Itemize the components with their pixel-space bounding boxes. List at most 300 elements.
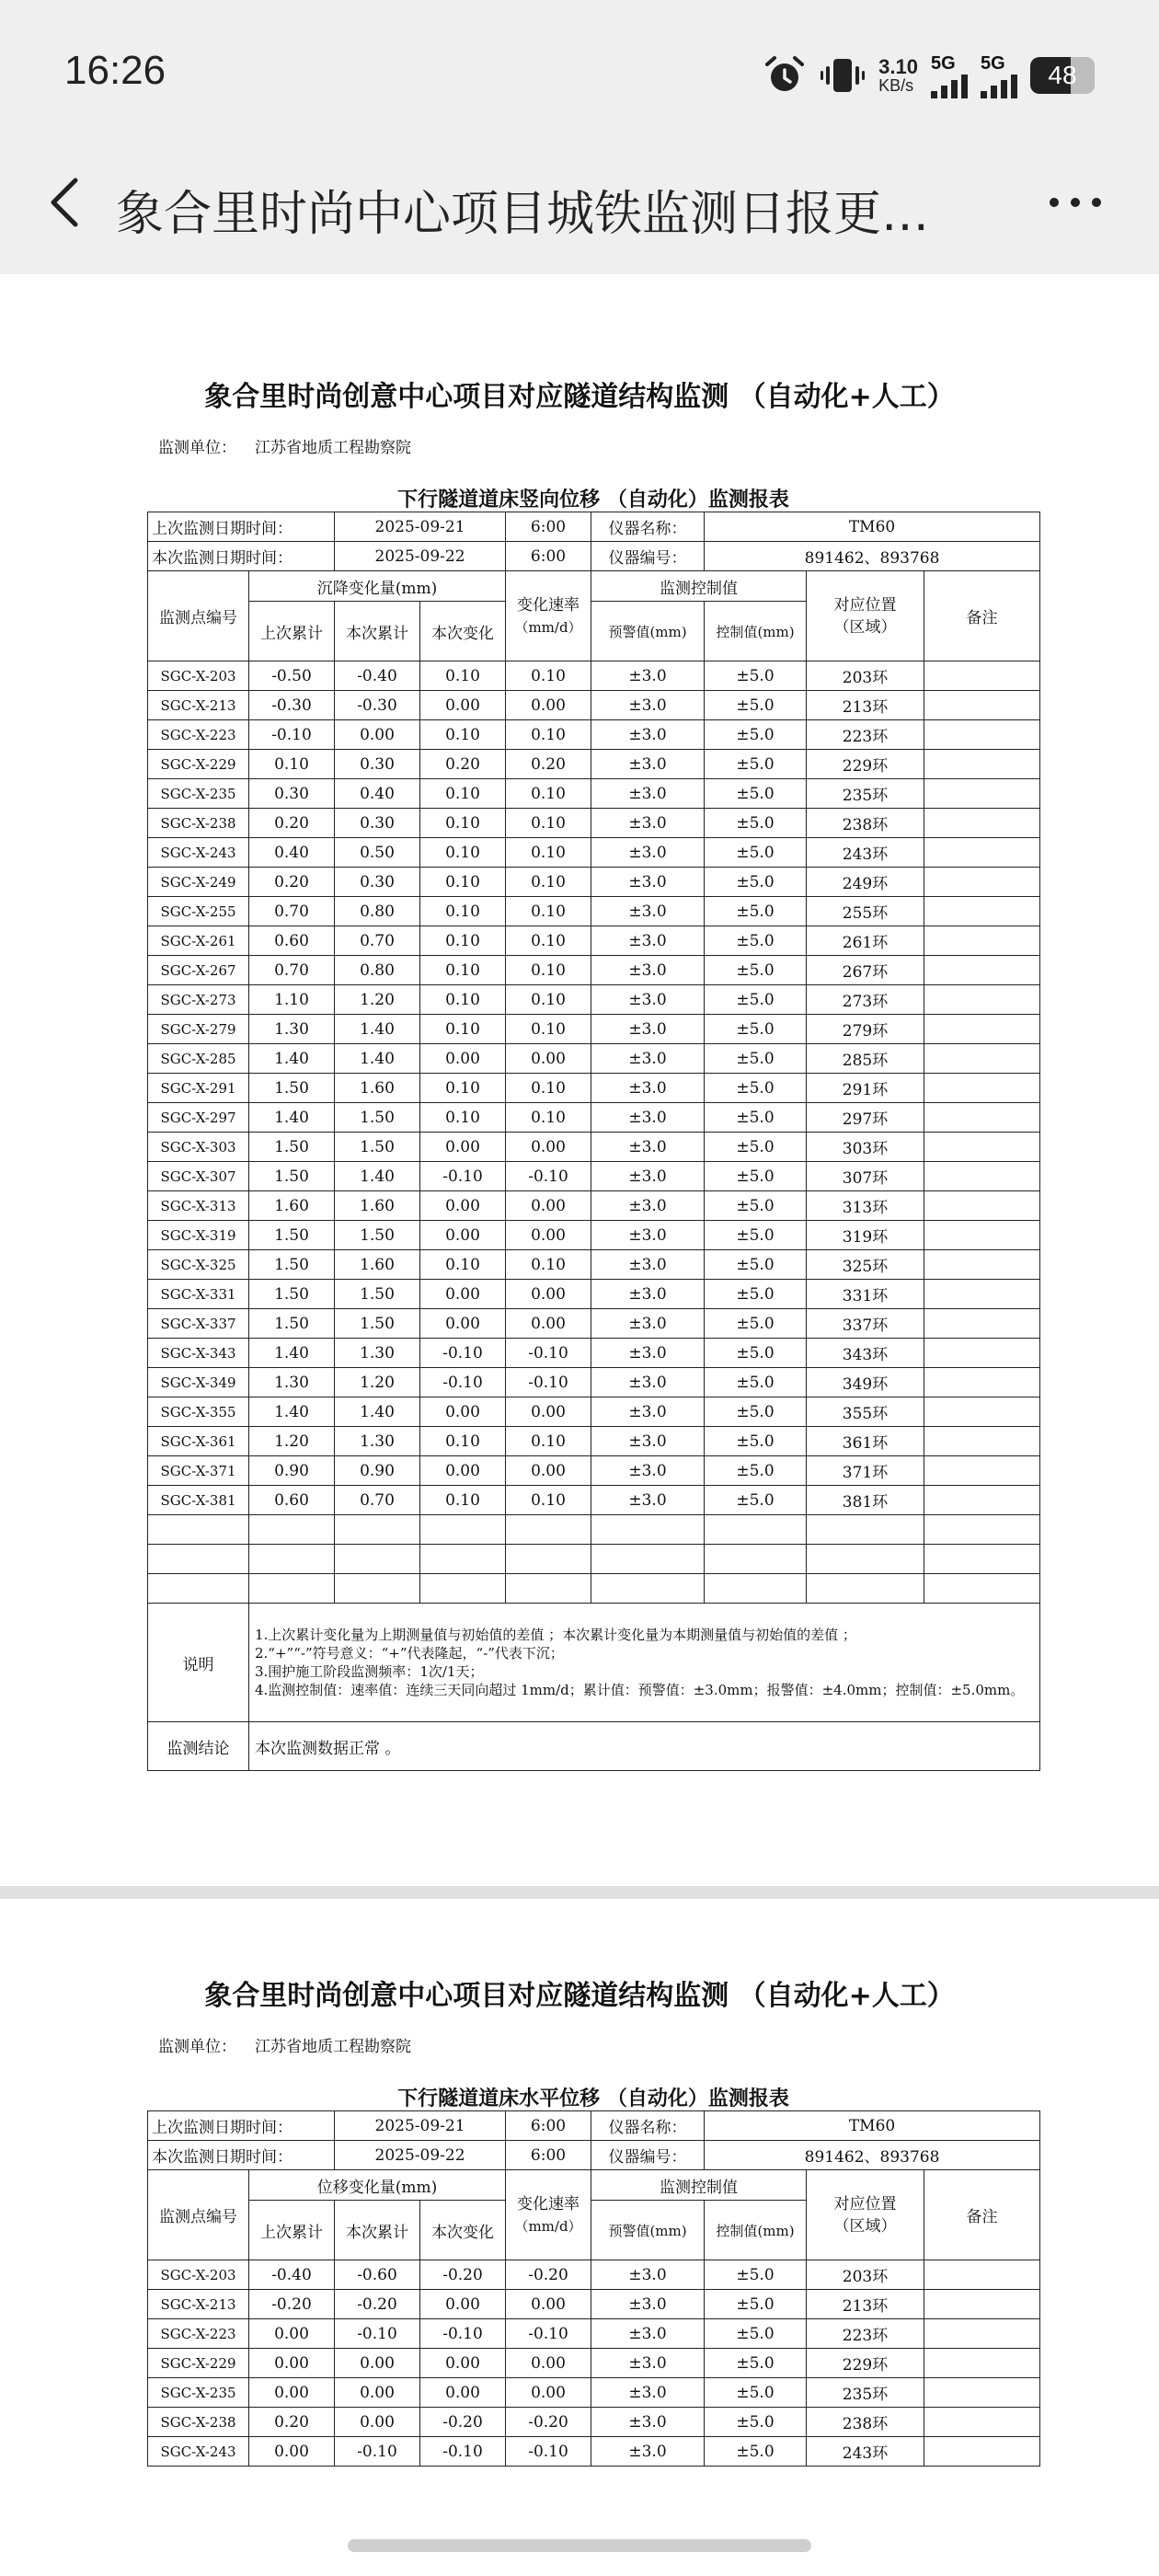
cell-last-cum: 1.20 xyxy=(249,1427,335,1456)
cell-point-id: SGC-X-238 xyxy=(148,2408,249,2437)
cell-remarks xyxy=(924,2408,1040,2437)
this-date-label: 本次监测日期时间： xyxy=(148,2141,335,2170)
cell-point-id: SGC-X-325 xyxy=(148,1250,249,1280)
empty-row xyxy=(148,1515,1040,1545)
cell-last-cum: 1.50 xyxy=(249,1250,335,1280)
header-last-cum: 上次累计 xyxy=(249,2201,335,2260)
cell-warn: ±3.0 xyxy=(591,956,705,985)
cell-warn: ±3.0 xyxy=(591,1427,705,1456)
cell-this-change: -0.10 xyxy=(420,1368,506,1397)
cell-warn: ±3.0 xyxy=(591,2408,705,2437)
header-position xyxy=(807,2170,924,2260)
cell-rate: 0.10 xyxy=(506,1103,591,1133)
unit-name: 江苏省地质工程勘察院 xyxy=(255,439,411,457)
cell-rate: 0.00 xyxy=(506,2349,591,2378)
cell-position: 361环 xyxy=(807,1427,924,1456)
cell-rate: 0.10 xyxy=(506,720,591,750)
cell-rate: 0.00 xyxy=(506,1191,591,1221)
empty-cell xyxy=(148,1515,249,1545)
instrument-no-label: 仪器编号： xyxy=(591,542,705,571)
cell-this-cum: 1.60 xyxy=(335,1250,420,1280)
empty-cell xyxy=(335,1545,420,1574)
cell-remarks xyxy=(924,720,1040,750)
cell-position: 355环 xyxy=(807,1397,924,1427)
cell-point-id: SGC-X-261 xyxy=(148,926,249,956)
cell-this-change: 0.10 xyxy=(420,1486,506,1515)
cell-position: 249环 xyxy=(807,868,924,897)
cell-position: 371环 xyxy=(807,1456,924,1486)
empty-cell xyxy=(705,1545,807,1574)
cell-this-cum: 0.30 xyxy=(335,868,420,897)
table-row xyxy=(148,1015,1040,1044)
cell-this-cum: 1.20 xyxy=(335,985,420,1015)
cell-point-id: SGC-X-238 xyxy=(148,809,249,838)
signal-icon xyxy=(981,75,1017,98)
cell-this-cum: 1.40 xyxy=(335,1397,420,1427)
cell-warn: ±3.0 xyxy=(591,2378,705,2408)
cell-warn: ±3.0 xyxy=(591,1280,705,1309)
cell-remarks xyxy=(924,779,1040,809)
cell-rate: 0.10 xyxy=(506,868,591,897)
instrument-name-label: 仪器名称： xyxy=(591,512,705,542)
table-row xyxy=(148,750,1040,779)
cell-control: ±5.0 xyxy=(705,1191,807,1221)
cell-position: 267环 xyxy=(807,956,924,985)
document-page-1 xyxy=(0,274,1159,1886)
cell-control: ±5.0 xyxy=(705,985,807,1015)
table-row xyxy=(148,1103,1040,1133)
cell-this-change: 0.10 xyxy=(420,868,506,897)
cell-position: 235环 xyxy=(807,779,924,809)
last-time: 6:00 xyxy=(506,2111,591,2141)
cell-remarks xyxy=(924,1044,1040,1074)
header-position-line1: 对应位置 xyxy=(833,2194,897,2214)
table-row xyxy=(148,1221,1040,1250)
table-row xyxy=(148,1044,1040,1074)
cell-this-cum: 0.00 xyxy=(335,2408,420,2437)
cell-last-cum: 0.60 xyxy=(249,926,335,956)
cell-warn: ±3.0 xyxy=(591,838,705,868)
cell-position: 223环 xyxy=(807,720,924,750)
cell-this-cum: 1.40 xyxy=(335,1015,420,1044)
page-separator xyxy=(0,1886,1159,1899)
cell-this-change: -0.10 xyxy=(420,1339,506,1368)
cell-last-cum: 0.70 xyxy=(249,897,335,926)
cell-control: ±5.0 xyxy=(705,1427,807,1456)
cell-warn: ±3.0 xyxy=(591,1044,705,1074)
cell-rate: 0.10 xyxy=(506,1015,591,1044)
last-date-label: 上次监测日期时间： xyxy=(148,512,335,542)
cell-point-id: SGC-X-381 xyxy=(148,1486,249,1515)
cell-point-id: SGC-X-203 xyxy=(148,661,249,691)
cell-this-change: 0.10 xyxy=(420,1103,506,1133)
chevron-left-icon[interactable] xyxy=(37,173,92,232)
table-row xyxy=(148,1074,1040,1103)
cell-point-id: SGC-X-213 xyxy=(148,2290,249,2319)
cell-rate: -0.10 xyxy=(506,2437,591,2467)
cell-this-cum: 0.30 xyxy=(335,809,420,838)
cell-control: ±5.0 xyxy=(705,2319,807,2349)
this-date: 2025-09-22 xyxy=(335,2141,506,2170)
cell-last-cum: 1.50 xyxy=(249,1309,335,1339)
cell-remarks xyxy=(924,2437,1040,2467)
cell-this-cum: 0.00 xyxy=(335,2349,420,2378)
cell-position: 349环 xyxy=(807,1368,924,1397)
table-row xyxy=(148,926,1040,956)
header-point-id: 监测点编号 xyxy=(148,2170,249,2260)
cell-remarks xyxy=(924,1250,1040,1280)
cell-remarks xyxy=(924,1427,1040,1456)
cell-last-cum: -0.40 xyxy=(249,2260,335,2290)
header-change-group: 位移变化量(mm) xyxy=(249,2170,506,2201)
header-position xyxy=(807,571,924,661)
cell-remarks xyxy=(924,691,1040,720)
cell-remarks xyxy=(924,1486,1040,1515)
cell-control: ±5.0 xyxy=(705,1397,807,1427)
cell-this-cum: 1.50 xyxy=(335,1133,420,1162)
empty-cell xyxy=(249,1515,335,1545)
note-line: 1.上次累计变化量为上期测量值与初始值的差值 ；本次累计变化量为本期测量值与初始值的差值 ； xyxy=(255,1627,856,1643)
cell-position: 229环 xyxy=(807,750,924,779)
cell-last-cum: -0.50 xyxy=(249,661,335,691)
cell-last-cum: 0.00 xyxy=(249,2378,335,2408)
cell-position: 303环 xyxy=(807,1133,924,1162)
empty-cell xyxy=(420,1574,506,1604)
table-row xyxy=(148,1309,1040,1339)
cell-this-change: -0.10 xyxy=(420,1162,506,1191)
cell-point-id: SGC-X-249 xyxy=(148,868,249,897)
report-table-1 xyxy=(147,512,1040,1771)
signal-group-2 xyxy=(981,53,1017,98)
cell-point-id: SGC-X-255 xyxy=(148,897,249,926)
cell-position: 238环 xyxy=(807,2408,924,2437)
empty-cell xyxy=(705,1515,807,1545)
cell-point-id: SGC-X-235 xyxy=(148,779,249,809)
cell-warn: ±3.0 xyxy=(591,691,705,720)
cell-position: 213环 xyxy=(807,2290,924,2319)
cell-position: 273环 xyxy=(807,985,924,1015)
cell-this-cum: -0.10 xyxy=(335,2437,420,2467)
cell-position: 337环 xyxy=(807,1309,924,1339)
net-label-1: 5G xyxy=(931,52,956,74)
cell-last-cum: 1.40 xyxy=(249,1397,335,1427)
table-row xyxy=(148,2437,1040,2467)
cell-this-change: 0.10 xyxy=(420,720,506,750)
cell-this-cum: -0.10 xyxy=(335,2319,420,2349)
report-title: 下行隧道道床水平位移 （自动化）监测报表 xyxy=(397,2087,789,2110)
cell-control: ±5.0 xyxy=(705,1309,807,1339)
cell-point-id: SGC-X-291 xyxy=(148,1074,249,1103)
cell-this-cum: 0.50 xyxy=(335,838,420,868)
report-table-2 xyxy=(147,2110,1040,2467)
cell-this-change: -0.10 xyxy=(420,2319,506,2349)
cell-this-change: 0.10 xyxy=(420,1015,506,1044)
cell-remarks xyxy=(924,1280,1040,1309)
header-remarks: 备注 xyxy=(924,2170,1040,2260)
cell-position: 279环 xyxy=(807,1015,924,1044)
document-viewer[interactable] xyxy=(0,274,1159,2576)
table-row xyxy=(148,779,1040,809)
conclusion-label: 监测结论 xyxy=(148,1722,249,1771)
cell-remarks xyxy=(924,868,1040,897)
table-row xyxy=(148,868,1040,897)
table-row xyxy=(148,1486,1040,1515)
cell-warn: ±3.0 xyxy=(591,1133,705,1162)
cell-control: ±5.0 xyxy=(705,2408,807,2437)
cell-remarks xyxy=(924,809,1040,838)
cell-remarks xyxy=(924,1074,1040,1103)
cell-this-change: 0.00 xyxy=(420,2349,506,2378)
cell-control: ±5.0 xyxy=(705,809,807,838)
table-row xyxy=(148,897,1040,926)
notes-cell xyxy=(249,1604,1040,1722)
cell-this-cum: 0.00 xyxy=(335,2378,420,2408)
cell-position: 243环 xyxy=(807,838,924,868)
cell-rate: 0.10 xyxy=(506,809,591,838)
cell-rate: 0.10 xyxy=(506,779,591,809)
empty-cell xyxy=(591,1574,705,1604)
cell-control: ±5.0 xyxy=(705,1044,807,1074)
cell-point-id: SGC-X-371 xyxy=(148,1456,249,1486)
table-row xyxy=(148,1162,1040,1191)
cell-position: 203环 xyxy=(807,661,924,691)
cell-point-id: SGC-X-361 xyxy=(148,1427,249,1456)
instrument-no: 891462、893768 xyxy=(705,542,1040,571)
cell-warn: ±3.0 xyxy=(591,1221,705,1250)
table-row xyxy=(148,1427,1040,1456)
cell-last-cum: 1.30 xyxy=(249,1368,335,1397)
empty-cell xyxy=(591,1545,705,1574)
cell-last-cum: 0.30 xyxy=(249,779,335,809)
speed-value: 3.10 xyxy=(878,55,918,78)
cell-warn: ±3.0 xyxy=(591,1339,705,1368)
header-this-cum: 本次累计 xyxy=(335,2201,420,2260)
cell-remarks xyxy=(924,1103,1040,1133)
last-date: 2025-09-21 xyxy=(335,512,506,542)
empty-cell xyxy=(807,1515,924,1545)
network-speed xyxy=(878,57,918,94)
cell-control: ±5.0 xyxy=(705,868,807,897)
cell-this-cum: 1.50 xyxy=(335,1221,420,1250)
monitoring-unit xyxy=(158,434,411,457)
cell-rate: -0.20 xyxy=(506,2408,591,2437)
header-warn: 预警值(mm) xyxy=(591,602,705,661)
cell-warn: ±3.0 xyxy=(591,926,705,956)
table-row xyxy=(148,1133,1040,1162)
cell-remarks xyxy=(924,956,1040,985)
status-time: 16:26 xyxy=(64,48,166,93)
cell-position: 331环 xyxy=(807,1280,924,1309)
cell-last-cum: -0.10 xyxy=(249,720,335,750)
cell-remarks xyxy=(924,1368,1040,1397)
cell-warn: ±3.0 xyxy=(591,1250,705,1280)
empty-cell xyxy=(807,1574,924,1604)
cell-this-change: 0.00 xyxy=(420,2378,506,2408)
cell-last-cum: 0.00 xyxy=(249,2349,335,2378)
cell-last-cum: 1.50 xyxy=(249,1221,335,1250)
cell-warn: ±3.0 xyxy=(591,2437,705,2467)
cell-position: 291环 xyxy=(807,1074,924,1103)
cell-point-id: SGC-X-285 xyxy=(148,1044,249,1074)
cell-this-cum: 0.70 xyxy=(335,1486,420,1515)
header-control: 控制值(mm) xyxy=(705,602,807,661)
cell-control: ±5.0 xyxy=(705,838,807,868)
cell-this-cum: 1.60 xyxy=(335,1191,420,1221)
cell-warn: ±3.0 xyxy=(591,1015,705,1044)
cell-warn: ±3.0 xyxy=(591,750,705,779)
table-row xyxy=(148,809,1040,838)
cell-remarks xyxy=(924,1339,1040,1368)
cell-this-cum: 0.30 xyxy=(335,750,420,779)
cell-warn: ±3.0 xyxy=(591,720,705,750)
cell-warn: ±3.0 xyxy=(591,2319,705,2349)
cell-position: 381环 xyxy=(807,1486,924,1515)
cell-remarks xyxy=(924,1162,1040,1191)
cell-this-change: 0.10 xyxy=(420,985,506,1015)
net-label-2: 5G xyxy=(981,52,1005,74)
cell-warn: ±3.0 xyxy=(591,1309,705,1339)
cell-remarks xyxy=(924,1133,1040,1162)
more-dots-icon[interactable] xyxy=(1045,175,1106,230)
cell-this-cum: 0.40 xyxy=(335,779,420,809)
cell-position: 235环 xyxy=(807,2378,924,2408)
cell-control: ±5.0 xyxy=(705,2260,807,2290)
cell-remarks xyxy=(924,2378,1040,2408)
empty-cell xyxy=(420,1545,506,1574)
cell-position: 325环 xyxy=(807,1250,924,1280)
home-indicator[interactable] xyxy=(348,2539,811,2552)
header-change-group: 沉降变化量(mm) xyxy=(249,571,506,602)
cell-this-cum: 1.30 xyxy=(335,1427,420,1456)
cell-rate: 0.00 xyxy=(506,1044,591,1074)
document-page-2 xyxy=(0,1899,1159,2576)
table-row xyxy=(148,1456,1040,1486)
empty-cell xyxy=(148,1545,249,1574)
header-control-group: 监测控制值 xyxy=(591,2170,807,2201)
note-line: 3.围护施工阶段监测频率：1次/1天； xyxy=(255,1663,484,1680)
unit-label: 监测单位： xyxy=(158,439,236,457)
cell-this-cum: 0.80 xyxy=(335,956,420,985)
header-control: 控制值(mm) xyxy=(705,2201,807,2260)
empty-row xyxy=(148,1545,1040,1574)
cell-this-cum: -0.30 xyxy=(335,691,420,720)
empty-cell xyxy=(420,1515,506,1545)
cell-rate: 0.10 xyxy=(506,985,591,1015)
header-this-cum: 本次累计 xyxy=(335,602,420,661)
cell-rate: 0.00 xyxy=(506,2378,591,2408)
cell-this-change: 0.10 xyxy=(420,956,506,985)
cell-control: ±5.0 xyxy=(705,2349,807,2378)
cell-warn: ±3.0 xyxy=(591,1103,705,1133)
empty-cell xyxy=(506,1545,591,1574)
empty-cell xyxy=(705,1574,807,1604)
header-rate xyxy=(506,2170,591,2260)
cell-point-id: SGC-X-319 xyxy=(148,1221,249,1250)
cell-last-cum: -0.30 xyxy=(249,691,335,720)
cell-control: ±5.0 xyxy=(705,2437,807,2467)
cell-last-cum: 1.60 xyxy=(249,1191,335,1221)
cell-this-change: 0.10 xyxy=(420,661,506,691)
cell-this-change: -0.10 xyxy=(420,2437,506,2467)
table-row xyxy=(148,1280,1040,1309)
cell-control: ±5.0 xyxy=(705,1339,807,1368)
cell-remarks xyxy=(924,1015,1040,1044)
battery-icon xyxy=(1030,57,1095,94)
cell-rate: 0.10 xyxy=(506,926,591,956)
table-row xyxy=(148,2378,1040,2408)
instrument-name: TM60 xyxy=(705,512,1040,542)
table-body-1 xyxy=(148,661,1040,1604)
cell-position: 229环 xyxy=(807,2349,924,2378)
cell-point-id: SGC-X-343 xyxy=(148,1339,249,1368)
cell-last-cum: 1.10 xyxy=(249,985,335,1015)
table-row xyxy=(148,838,1040,868)
cell-rate: 0.00 xyxy=(506,1221,591,1250)
table-row xyxy=(148,661,1040,691)
cell-last-cum: 1.40 xyxy=(249,1339,335,1368)
cell-rate: 0.10 xyxy=(506,1486,591,1515)
cell-warn: ±3.0 xyxy=(591,1368,705,1397)
vibrate-icon xyxy=(820,53,866,98)
empty-cell xyxy=(924,1545,1040,1574)
cell-control: ±5.0 xyxy=(705,1250,807,1280)
cell-point-id: SGC-X-349 xyxy=(148,1368,249,1397)
cell-last-cum: 1.50 xyxy=(249,1162,335,1191)
table-row xyxy=(148,2349,1040,2378)
table-row xyxy=(148,2408,1040,2437)
empty-cell xyxy=(506,1515,591,1545)
cell-this-change: 0.00 xyxy=(420,2290,506,2319)
cell-this-change: 0.10 xyxy=(420,1250,506,1280)
cell-control: ±5.0 xyxy=(705,1015,807,1044)
cell-rate: -0.10 xyxy=(506,1368,591,1397)
cell-rate: 0.10 xyxy=(506,661,591,691)
unit-label: 监测单位： xyxy=(158,2038,236,2056)
cell-warn: ±3.0 xyxy=(591,1486,705,1515)
cell-point-id: SGC-X-229 xyxy=(148,750,249,779)
empty-cell xyxy=(924,1515,1040,1545)
cell-this-change: 0.00 xyxy=(420,1221,506,1250)
cell-control: ±5.0 xyxy=(705,720,807,750)
cell-point-id: SGC-X-243 xyxy=(148,838,249,868)
table-row xyxy=(148,691,1040,720)
cell-position: 297环 xyxy=(807,1103,924,1133)
table-row xyxy=(148,985,1040,1015)
cell-point-id: SGC-X-307 xyxy=(148,1162,249,1191)
monitoring-unit xyxy=(158,2033,411,2056)
cell-this-change: 0.00 xyxy=(420,1309,506,1339)
cell-last-cum: 0.20 xyxy=(249,809,335,838)
cell-last-cum: 1.40 xyxy=(249,1044,335,1074)
cell-point-id: SGC-X-273 xyxy=(148,985,249,1015)
header-position-line2: （区域） xyxy=(833,617,897,637)
cell-point-id: SGC-X-243 xyxy=(148,2437,249,2467)
document-title: 象合里时尚创意中心项目对应隧道结构监测 （自动化+人工） xyxy=(204,381,955,413)
cell-rate: -0.10 xyxy=(506,1339,591,1368)
table-row xyxy=(148,720,1040,750)
cell-rate: 0.10 xyxy=(506,1427,591,1456)
cell-remarks xyxy=(924,2349,1040,2378)
header-last-cum: 上次累计 xyxy=(249,602,335,661)
cell-warn: ±3.0 xyxy=(591,2260,705,2290)
cell-point-id: SGC-X-267 xyxy=(148,956,249,985)
cell-control: ±5.0 xyxy=(705,1456,807,1486)
cell-position: 213环 xyxy=(807,691,924,720)
cell-position: 243环 xyxy=(807,2437,924,2467)
cell-position: 255环 xyxy=(807,897,924,926)
cell-this-change: 0.10 xyxy=(420,926,506,956)
cell-rate: -0.20 xyxy=(506,2260,591,2290)
